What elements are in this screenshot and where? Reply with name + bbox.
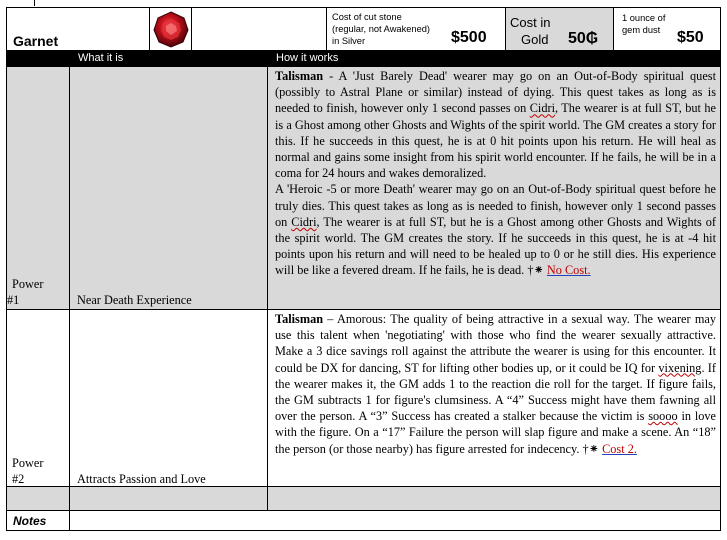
- power1-name: Near Death Experience: [77, 293, 192, 307]
- cidri-term: Cidri: [291, 214, 317, 229]
- dust-cost-cell: [613, 7, 721, 51]
- gold-cost-cell: [505, 7, 614, 51]
- power2-label-line2: #2: [12, 472, 25, 486]
- dust-label: 1 ounce of gem dust: [622, 13, 666, 35]
- gem-name-cell: [6, 7, 150, 51]
- notes-label: Notes: [13, 514, 47, 528]
- empty-row-name-cell: [69, 486, 268, 511]
- power1-desc-para2: A 'Heroic -5 or more Death' wearer may go on an Out-of-Body spiritual quest before he truly dies. This quest takes as long as is needed to finish, however only 1 second passes on Cidri, The wearer is at full ST, but he is a Ghost among other Ghosts and Wights of the spirit world. The GM creates the story. If he succeeds in this quest, he is at -4 hit points upon his return and will need to be healed up to 0 or he still dies. His experience will be like a fevered dream. If he fails, he is dead. †⁕ No Cost.: [275, 182, 717, 278]
- notes-label-cell: [6, 510, 70, 531]
- vixening-term: vixening: [658, 360, 702, 375]
- page-tick: [34, 0, 35, 6]
- power2-keyword: Talisman: [275, 312, 324, 326]
- gold-label-line1: Cost in: [510, 15, 551, 30]
- power2-label-cell: [6, 309, 70, 487]
- cut-cost-cell: [326, 7, 506, 51]
- power1-cost: No Cost.: [546, 263, 591, 278]
- power2-name-cell: [69, 309, 268, 487]
- cut-cost-label: Cost of cut stone (regular, not Awakened) in Silver: [332, 12, 431, 46]
- dagger-asterisk-icon: †⁕: [582, 441, 599, 456]
- column-header-bar: [6, 51, 721, 66]
- power2-cost: Cost 2.: [602, 441, 637, 456]
- power1-label-line1: Power: [12, 277, 44, 291]
- cut-cost-value: $500: [451, 29, 487, 46]
- dagger-asterisk-icon: †⁕: [527, 263, 544, 278]
- column-header-what: What it is: [78, 52, 124, 64]
- power2-label-line1: Power: [12, 456, 44, 470]
- power2-desc-cell: [267, 309, 721, 487]
- gold-value: 50₲: [568, 30, 599, 47]
- column-header-how: How it works: [276, 52, 339, 64]
- notes-content-cell: [69, 510, 721, 531]
- power1-desc-cell: [267, 66, 721, 310]
- power2-name: Attracts Passion and Love: [77, 472, 206, 486]
- gem-name: Garnet: [13, 33, 59, 49]
- power2-desc: Talisman – Amorous: The quality of being attractive in a sexual way. The wearer may use this talent when 'negotiating' with those who find the wearer sexually attractive. Make a 3 dice savings roll against the attribute the wearer is using for this encounter. It could be DX for dancing, ST for lifting other bodies up, or it could be IQ for vixening. If the wearer makes it, the GM adds 1 to the reaction die roll for the target. If figure fails, the GM subtracts 1 for figure's clumsiness. A “4” Success might have them fawning all over the person. A “3” Success has created a stalker because the victim is soooo in love with the figure. On a “17” Failure the person will slap figure and make a scene. An “18” the person (or those nearby) has figure arrested for indecency. †⁕ Cost 2.: [275, 312, 716, 456]
- garnet-gem-image: [151, 9, 191, 50]
- empty-row-desc-cell: [267, 486, 721, 511]
- power1-name-cell: [69, 66, 268, 310]
- gold-label-line2: Gold: [521, 32, 549, 47]
- empty-row-label-cell: [6, 486, 70, 511]
- soooo-term: soooo: [648, 409, 678, 424]
- dust-value: $50: [677, 29, 704, 46]
- power1-label-line2: #1: [7, 293, 20, 307]
- power1-keyword: Talisman: [275, 69, 324, 83]
- power1-label-cell: [6, 66, 70, 310]
- blank-header-cell: [191, 7, 327, 51]
- gem-image-cell: [149, 7, 192, 51]
- power1-desc-para1: Talisman - A 'Just Barely Dead' wearer may go on an Out-of-Body spiritual quest (possibly to Astral Plane or similar) instead of dying. This quest takes as long as is needed to finish, however only 1 second passes on Cidri, The wearer is at full ST, but he is a Ghost among other Ghosts and Wights of the spirit world. The GM creates a story for this. If he succeeds in this quest, he is at 0 hit points upon his return. He will heal as normal and gains some insight from his spirit world encounter. If he fails, he will be in a coma for 24 hours and wakes demoralized.: [275, 69, 716, 181]
- cidri-term: Cidri: [529, 101, 555, 116]
